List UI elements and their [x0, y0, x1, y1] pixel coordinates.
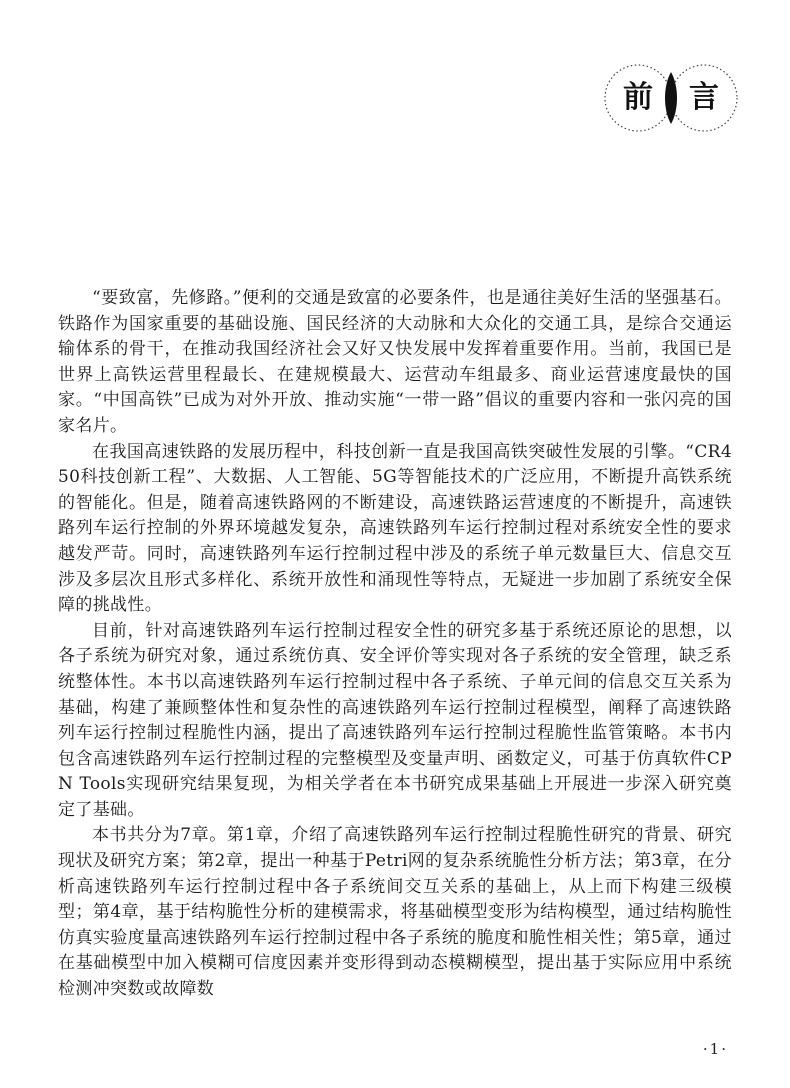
paragraph-3: 目前，针对高速铁路列车运行控制过程安全性的研究多基于系统还原论的思想，以各子系统为研究对象，通过系统仿真、安全评价等实现对各子系统的安全管理，缺乏系统整体性。本书以高速铁路列车运行控制过程中各子系统、子单元间的信息交互关系为基础，构建了兼顾整体性和复杂性的高速铁路列车运行控制过程模型，阐释了高速铁路列车运行控制过程脆性内涵，提出了高速铁路列车运行控制过程脆性监管策略。本书内包含高速铁路列车运行控制过程的完整模型及变量声明、函数定义，可基于仿真软件CPN Tools实现研究结果复现，为相关学者在本书研究成果基础上开展进一步深入研究奠定了基础。: [58, 620, 732, 820]
preface-body: [58, 286, 732, 1003]
title-char-left: 前: [623, 80, 653, 115]
title-char-right: 言: [689, 80, 719, 115]
page-number: ·1·: [702, 1040, 728, 1058]
preface-title-badge: [604, 58, 738, 138]
paragraph-1: “要致富，先修路。”便利的交通是致富的必要条件，也是通往美好生活的坚强基石。铁路作为国家重要的基础设施、国民经济的大动脉和大众化的交通工具，是综合交通运输体系的骨干，在推动我国经济社会又好又快发展中发挥着重要作用。当前，我国已是世界上高铁运营里程最长、在建规模最大、运营动车组最多、商业运营速度最快的国家。“中国高铁”已成为对外开放、推动实施“一带一路”倡议的重要内容和一张闪亮的国家名片。: [58, 288, 732, 436]
paragraph-4: 本书共分为7章。第1章，介绍了高速铁路列车运行控制过程脆性研究的背景、研究现状及研究方案；第2章，提出一种基于Petri网的复杂系统脆性分析方法；第3章，在分析高速铁路列车运行控制过程中各子系统间交互关系的基础上，从上而下构建三级模型；第4章，基于结构脆性分析的建模需求，将基础模型变形为结构模型，通过结构脆性仿真实验度量高速铁路列车运行控制过程中各子系统的脆度和脆性相关性；第5章，通过在基础模型中加入模糊可信度因素并变形得到动态模糊模型，提出基于实际应用中系统检测冲突数或故障数: [58, 825, 732, 1000]
paragraph-2: 在我国高速铁路的发展历程中，科技创新一直是我国高铁突破性发展的引擎。“CR450科技创新工程”、大数据、人工智能、5G等智能技术的广泛应用，不断提升高铁系统的智能化。但是，随着高速铁路网的不断建设，高速铁路运营速度的不断提升，高速铁路列车运行控制的外界环境越发复杂，高速铁路列车运行控制过程对系统安全性的要求越发严苛。同时，高速铁路列车运行控制过程中涉及的系统子单元数量巨大、信息交互涉及多层次且形式多样化、系统开放性和涌现性等特点，无疑进一步加剧了系统安全保障的挑战性。: [58, 441, 732, 616]
